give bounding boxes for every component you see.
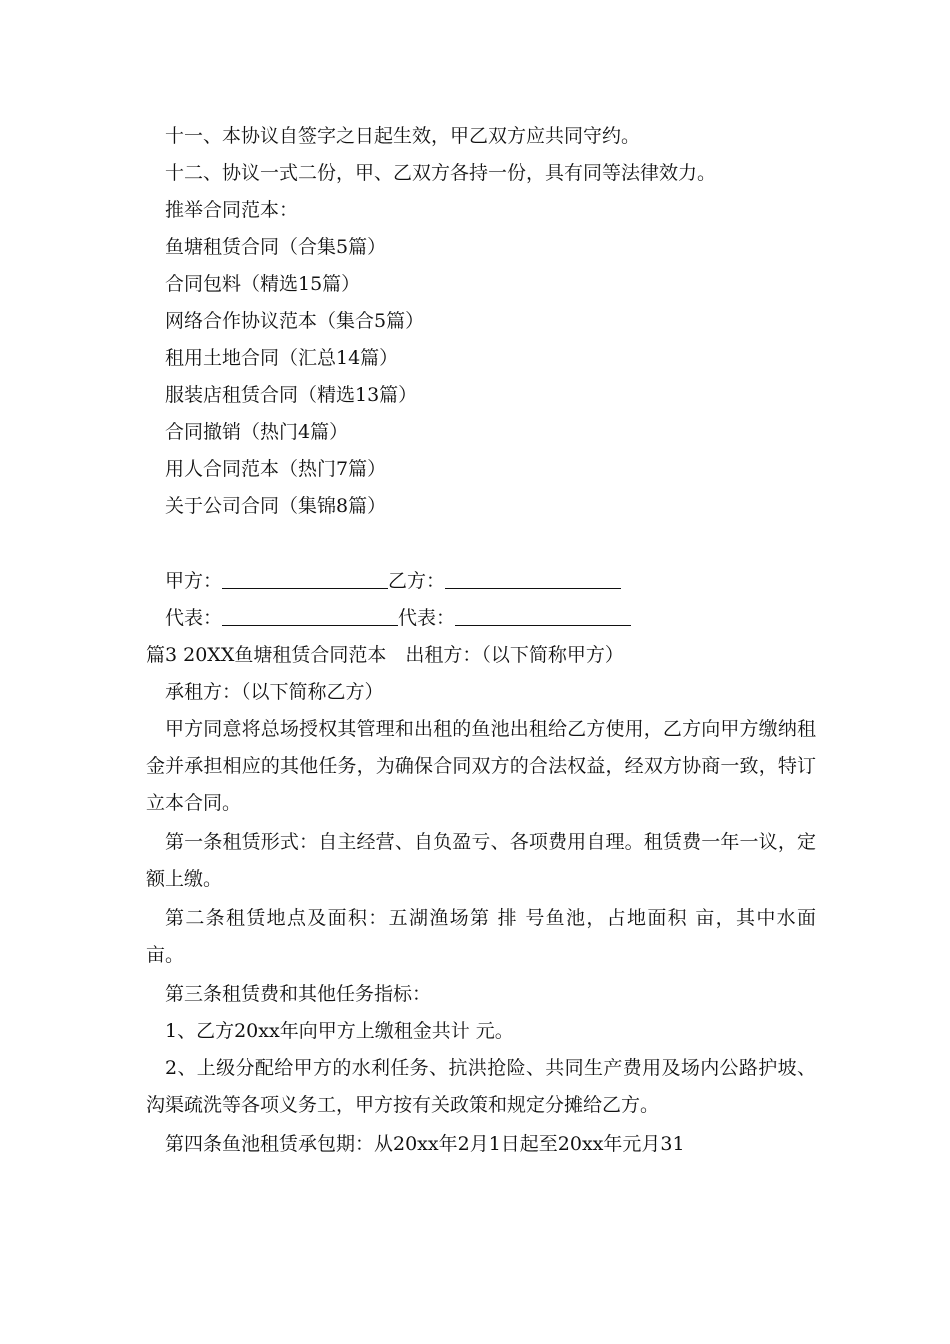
clause-12: 十二、协议一式二份，甲、乙双方各持一份，具有同等法律效力。 (165, 162, 717, 184)
article-3-item-2: 2、上级分配给甲方的水利任务、抗洪抢险、共同生产费用及场内公路护坡、沟渠疏洗等各项义务工，甲方按有关政策和规定分摊给乙方。 (146, 1057, 816, 1116)
contract-lessee: 承租方：（以下简称乙方） (165, 681, 384, 703)
recommend-heading: 推举合同范本： (165, 199, 299, 221)
article-4: 第四条鱼池租赁承包期：从20xx年2月1日起至20xx年元月31 (165, 1133, 685, 1155)
recommend-item[interactable]: 用人合同范本（热门7篇） (165, 458, 387, 480)
party-a-signature-line (222, 566, 388, 589)
recommend-item[interactable]: 合同包料（精选15篇） (165, 273, 361, 295)
blank-line (146, 525, 816, 563)
clause-11: 十一、本协议自签字之日起生效，甲乙双方应共同守约。 (165, 125, 641, 147)
recommend-item[interactable]: 服装店租赁合同（精选13篇） (165, 384, 418, 406)
signature-row-parties (146, 563, 816, 600)
rep-a-label: 代表： (165, 607, 223, 629)
recommend-item[interactable]: 网络合作协议范本（集合5篇） (165, 310, 425, 332)
rep-b-signature-line (455, 603, 631, 626)
article-3-item-1: 1、乙方20xx年向甲方上缴租金共计 元。 (165, 1020, 514, 1042)
contract-header: 篇3 20XX鱼塘租赁合同范本 出租方：（以下简称甲方） (146, 644, 624, 666)
signature-row-representatives (146, 600, 816, 637)
article-2: 第二条租赁地点及面积：五湖渔场第 排 号鱼池，占地面积 亩，其中水面 亩。 (146, 907, 816, 966)
article-3: 第三条租赁费和其他任务指标： (165, 983, 432, 1005)
document-page (146, 118, 816, 1163)
party-b-signature-line (445, 566, 621, 589)
recommend-item[interactable]: 租用土地合同（汇总14篇） (165, 347, 399, 369)
rep-a-signature-line (222, 603, 398, 626)
recommend-item[interactable]: 合同撤销（热门4篇） (165, 421, 349, 443)
recommend-item[interactable]: 关于公司合同（集锦8篇） (165, 495, 387, 517)
party-b-label: 乙方： (388, 570, 446, 592)
rep-b-label: 代表： (398, 607, 456, 629)
party-a-label: 甲方： (165, 570, 223, 592)
article-1: 第一条租赁形式：自主经营、自负盈亏、各项费用自理。租赁费一年一议，定额上缴。 (146, 831, 816, 890)
contract-intro: 甲方同意将总场授权其管理和出租的鱼池出租给乙方使用，乙方向甲方缴纳租金并承担相应的其他任务，为确保合同双方的合法权益，经双方协商一致，特订立本合同。 (146, 718, 816, 814)
recommend-item[interactable]: 鱼塘租赁合同（合集5篇） (165, 236, 387, 258)
